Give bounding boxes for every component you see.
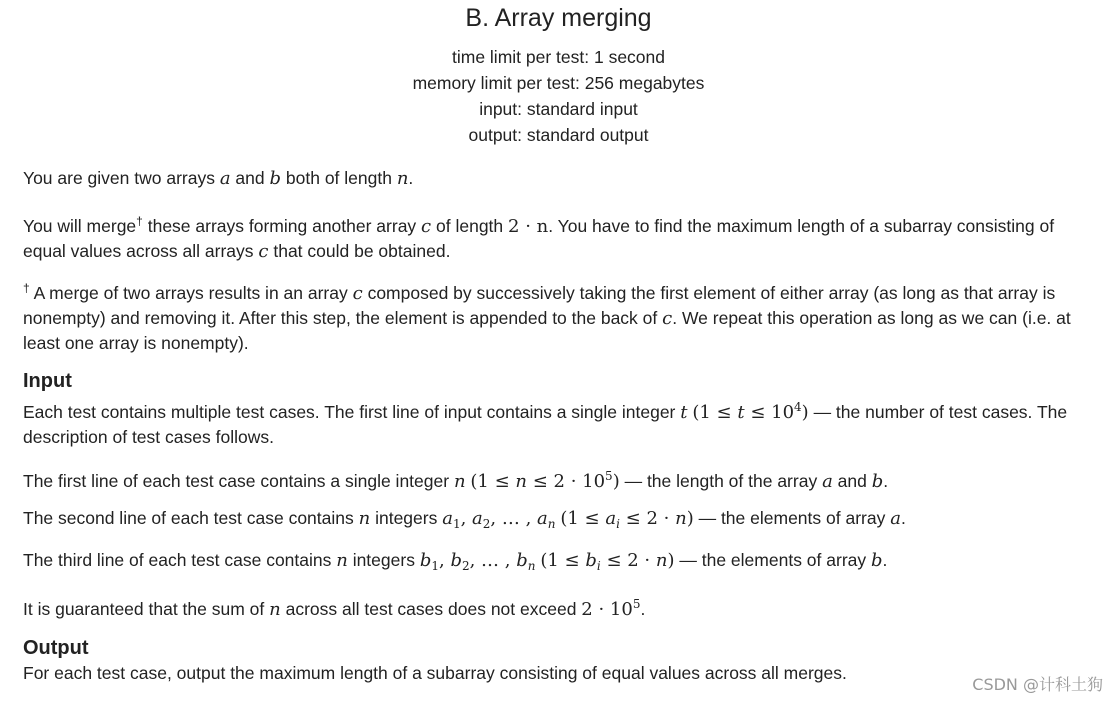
text-fragment: — the number of test cases. The description of test cases follows. <box>23 402 1068 447</box>
math-b: b <box>585 550 597 571</box>
math-a: a <box>219 168 231 189</box>
math-n: n <box>675 508 687 529</box>
math-c: c <box>421 216 432 237</box>
math-n: n <box>396 168 409 189</box>
math-range: ≤ 2 · <box>600 550 656 571</box>
input-paragraph-2 <box>23 464 1083 494</box>
dagger-mark: † <box>136 214 143 228</box>
math-c: c <box>662 308 673 329</box>
math-dots: , … , <box>469 550 517 571</box>
math-range: (1 ≤ <box>540 550 586 571</box>
problem-title: B. Array merging <box>465 4 652 32</box>
math-range: (1 ≤ <box>692 402 738 423</box>
text-fragment: It is guaranteed that the sum of <box>23 599 270 619</box>
math-subscript: i <box>596 559 601 573</box>
math-subscript: n <box>547 517 556 531</box>
math-a: a <box>822 471 833 492</box>
text-fragment: both of length <box>281 168 397 188</box>
text-fragment: . <box>900 508 906 528</box>
text-fragment: — the elements of array <box>693 508 891 528</box>
math-b: b <box>871 550 883 571</box>
math-paren: ) <box>801 402 809 423</box>
text-fragment: across all test cases does not exceed <box>280 599 582 619</box>
input-paragraph-1 <box>23 395 1083 449</box>
math-n: n <box>515 471 527 492</box>
text-fragment: Each test contains multiple test cases. The first line of input contains a single integer <box>23 402 681 422</box>
math-comma: , <box>438 550 451 571</box>
math-b: b <box>871 471 884 492</box>
math-b: b <box>269 168 282 189</box>
math-range: ≤ 10 <box>744 402 795 423</box>
math-n: n <box>453 471 466 492</box>
math-paren: ) <box>686 508 694 529</box>
text-fragment: . We repeat this operation as long as we can (i.e. at least one array is nonempty). <box>23 308 1071 353</box>
input-paragraph-5 <box>23 592 1083 622</box>
memory-limit: memory limit per test: 256 megabytes <box>412 73 705 93</box>
merge-footnote <box>23 276 1083 355</box>
problem-header <box>0 0 1117 148</box>
math-a: a <box>442 508 453 529</box>
text-fragment: of length <box>431 216 509 236</box>
math-exponent: 5 <box>605 469 613 483</box>
input-paragraph-4 <box>23 548 1083 578</box>
input-heading: Input <box>23 370 72 392</box>
output-type: output: standard output <box>468 125 649 145</box>
text-fragment: — the length of the array <box>619 471 823 491</box>
math-limit: 2 · 10 <box>581 599 633 620</box>
math-range: ≤ 2 · <box>619 508 676 529</box>
math-a: a <box>537 508 548 529</box>
math-range: (1 ≤ <box>560 508 606 529</box>
math-a: a <box>890 508 901 529</box>
text-fragment: integers <box>370 508 443 528</box>
text-fragment: . <box>408 168 414 188</box>
math-a: a <box>472 508 483 529</box>
math-n: n <box>269 599 281 620</box>
text-fragment: You will merge <box>23 216 137 236</box>
text-fragment: You are given two arrays <box>23 168 220 188</box>
math-c: c <box>258 241 269 262</box>
math-subscript: i <box>616 517 620 531</box>
text-fragment: . <box>883 471 889 491</box>
math-subscript: 2 <box>461 559 470 573</box>
dagger-mark: † <box>23 281 30 295</box>
math-t: t <box>737 402 745 423</box>
math-n: n <box>336 550 348 571</box>
text-fragment: — the elements of array <box>674 550 871 570</box>
statement-paragraph-1 <box>23 166 1083 191</box>
text-fragment: The third line of each test case contains <box>23 550 337 570</box>
text-fragment: these arrays forming another array <box>142 216 422 236</box>
math-exponent: 4 <box>794 400 802 414</box>
math-paren: ) <box>667 550 675 571</box>
math-comma: , <box>460 508 473 529</box>
math-two-n: 2 · n <box>508 216 549 237</box>
input-paragraph-3 <box>23 506 1083 536</box>
text-fragment: . You have to find the maximum length of a subarray consisting of equal values across all arrays <box>23 216 1055 261</box>
math-exponent: 5 <box>632 597 641 611</box>
math-c: c <box>352 283 363 304</box>
math-b: b <box>450 550 462 571</box>
csdn-watermark: CSDN @计科土狗 <box>972 675 1103 694</box>
math-subscript: 2 <box>482 517 491 531</box>
text-fragment: and <box>230 168 270 188</box>
text-fragment: and <box>832 471 872 491</box>
math-n: n <box>358 508 371 529</box>
text-fragment: The first line of each test case contains a single integer <box>23 471 454 491</box>
text-fragment: The second line of each test case contains <box>23 508 359 528</box>
text-fragment: . <box>882 550 888 570</box>
math-subscript: 1 <box>452 517 461 531</box>
output-heading: Output <box>23 637 89 659</box>
math-range: (1 ≤ <box>470 471 516 492</box>
math-range: ≤ 2 · 10 <box>527 471 606 492</box>
math-a: a <box>605 508 617 529</box>
time-limit: time limit per test: 1 second <box>452 47 665 67</box>
math-paren: ) <box>612 471 620 492</box>
output-paragraph-1: For each test case, output the maximum length of a subarray consisting of equal values across all merges. <box>23 663 847 683</box>
math-t: t <box>680 402 688 423</box>
math-dots: , … , <box>490 508 538 529</box>
text-fragment: . <box>640 599 646 619</box>
input-type: input: standard input <box>479 99 638 119</box>
math-subscript: 1 <box>431 559 439 573</box>
statement-paragraph-2 <box>23 209 1083 264</box>
math-b: b <box>419 550 432 571</box>
text-fragment: integers <box>347 550 420 570</box>
text-fragment: A merge of two arrays results in an array <box>29 283 353 303</box>
text-fragment: that could be obtained. <box>268 241 451 261</box>
math-subscript: n <box>527 559 536 573</box>
math-b: b <box>516 550 528 571</box>
math-n: n <box>655 550 668 571</box>
text-fragment: composed by successively taking the first element of either array (as long as that array is nonempty) and removing it. After this step, the element is appended to the back of <box>23 283 1056 328</box>
